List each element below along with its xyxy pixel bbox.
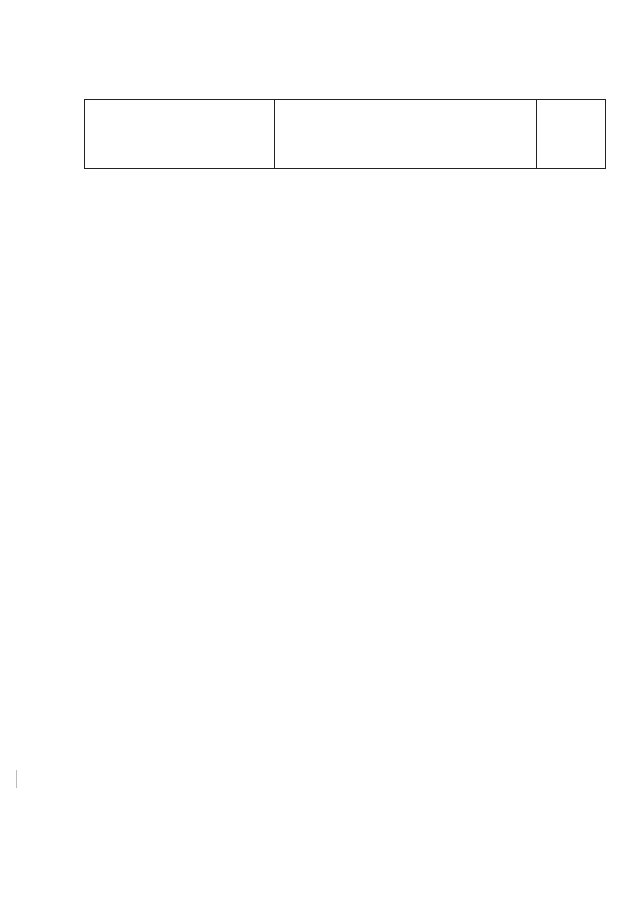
header-code bbox=[85, 100, 275, 168]
header-level bbox=[537, 100, 605, 168]
header-name bbox=[275, 100, 537, 168]
table-header bbox=[84, 99, 606, 169]
header-level-line2 bbox=[537, 102, 605, 122]
scan-margin-mark bbox=[16, 770, 17, 788]
